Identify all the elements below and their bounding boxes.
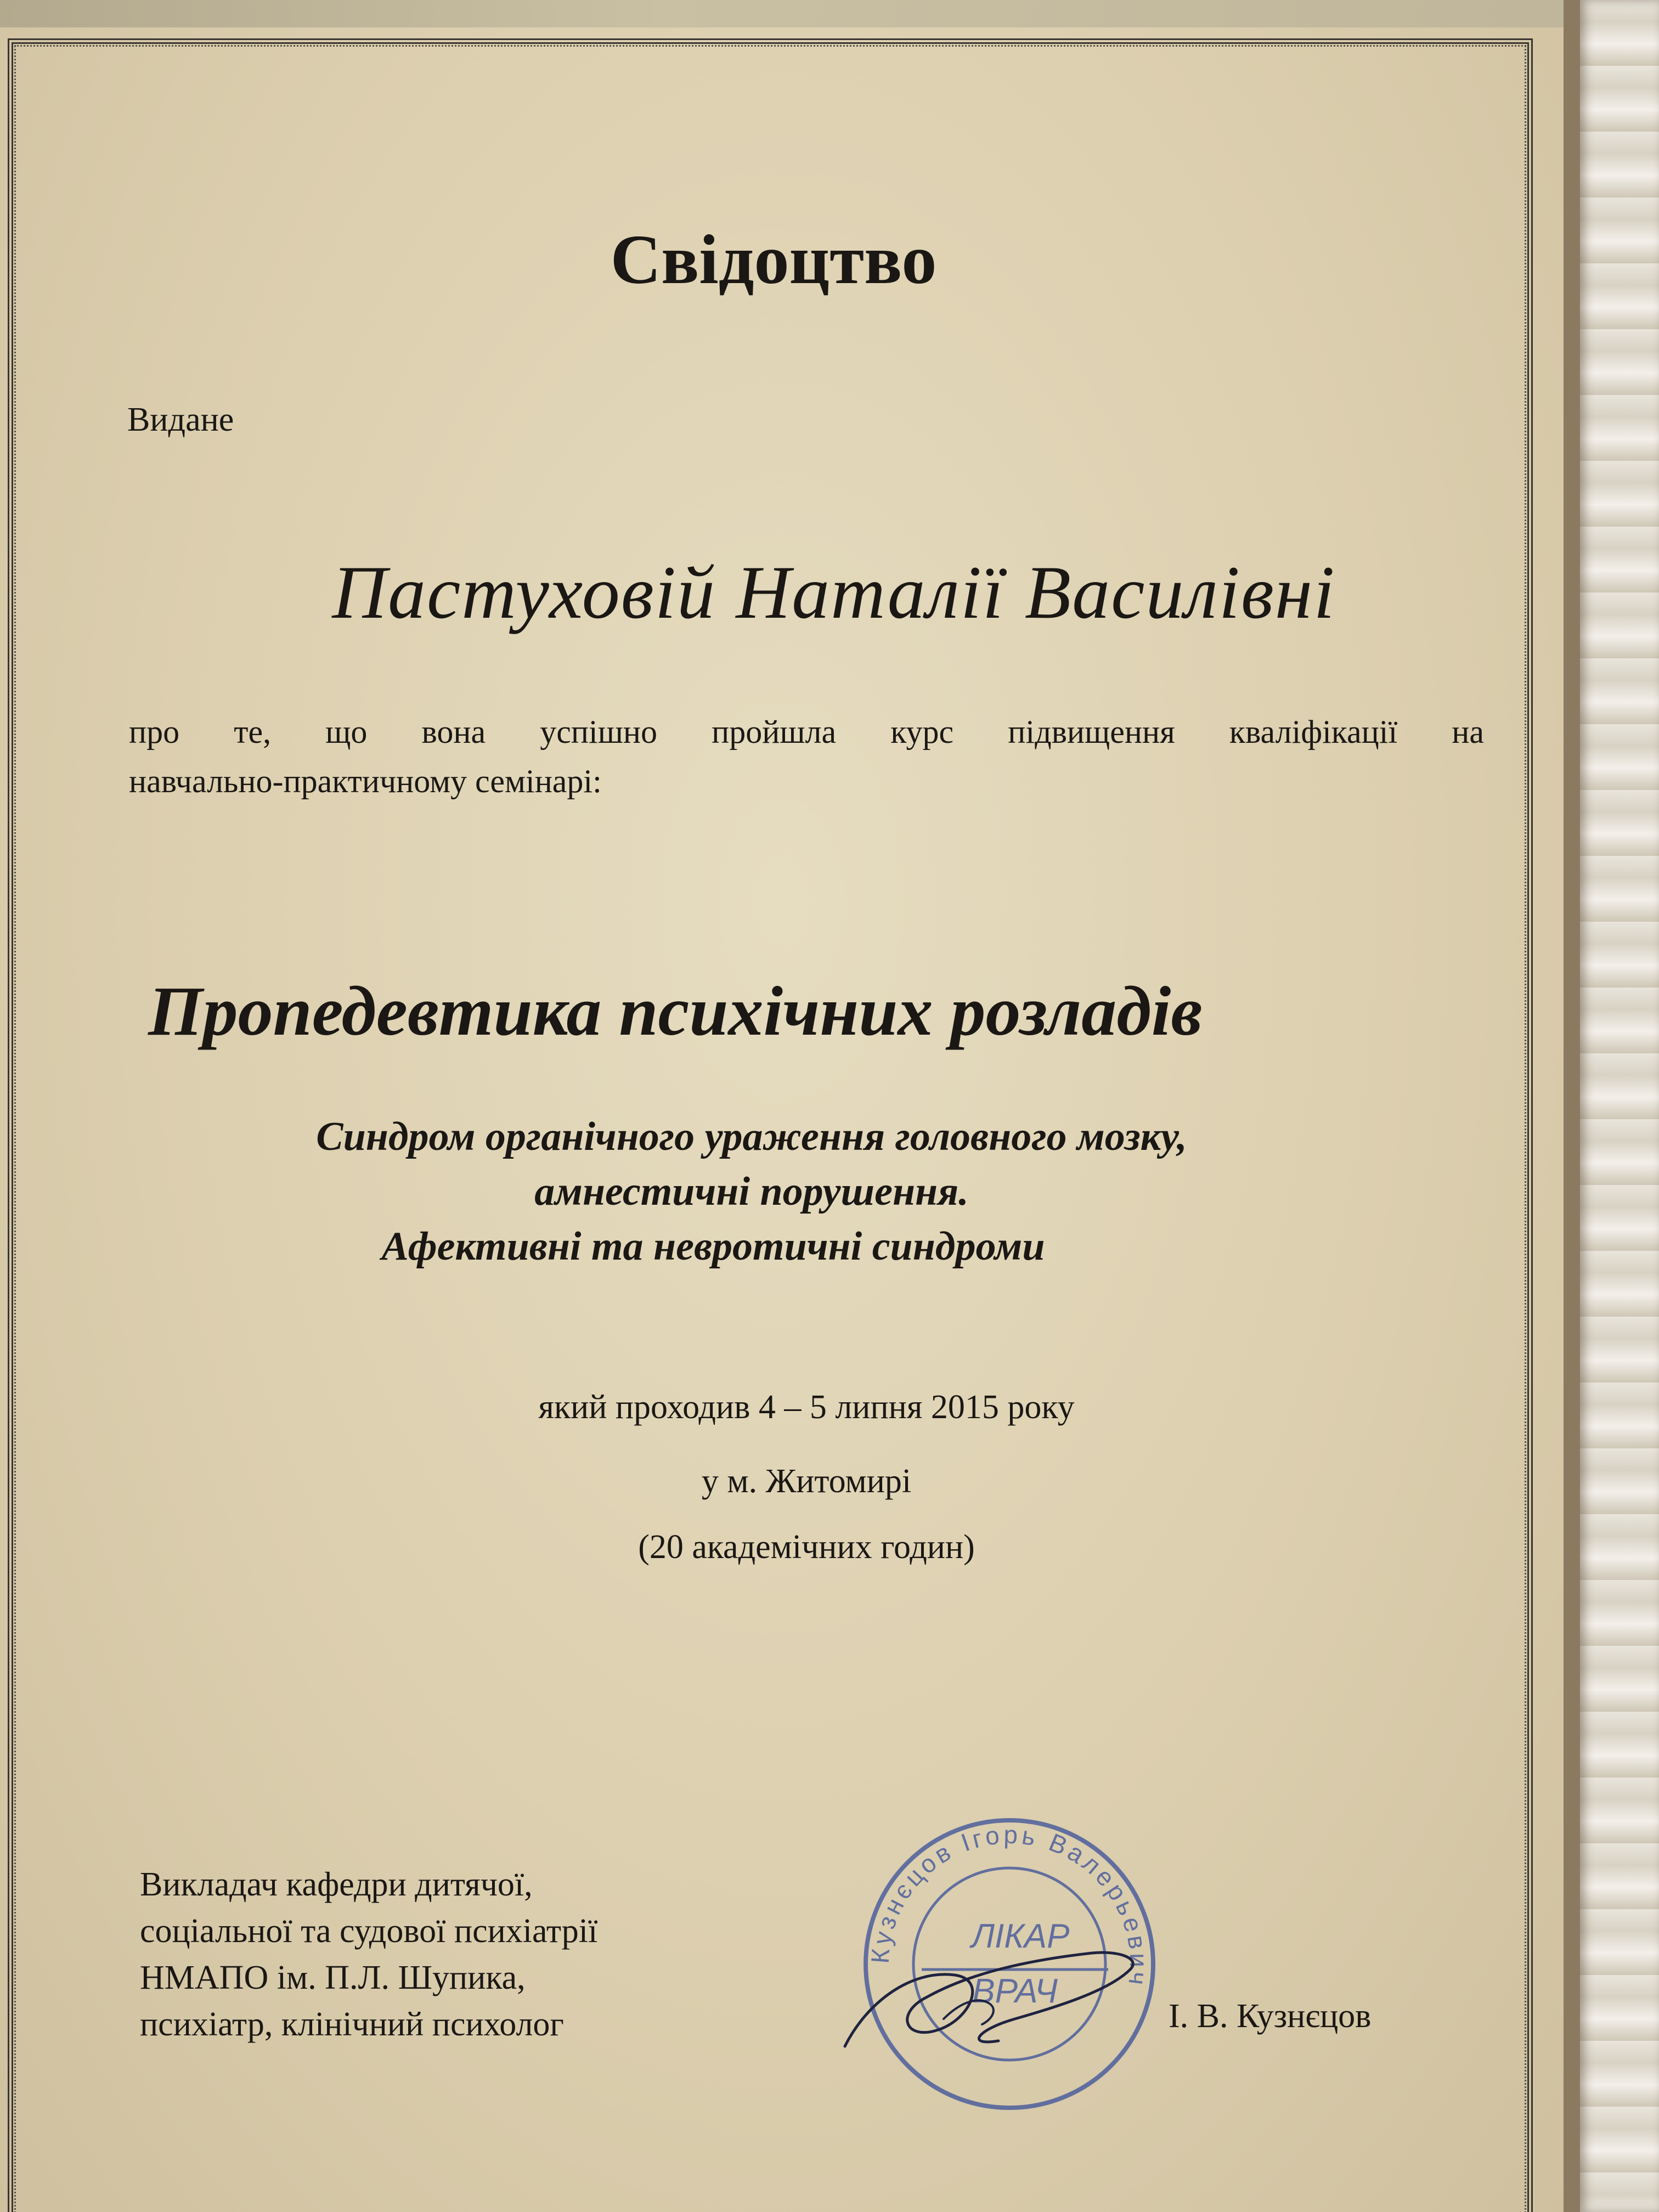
course-subtitle-line1: Синдром органічного ураження головного мозку,	[316, 1114, 1187, 1159]
issued-label: Видане	[127, 401, 234, 438]
signatory-line2: соціальної та судової психіатрії	[140, 1912, 598, 1950]
signer-name: І. В. Кузнєцов	[1169, 1997, 1372, 2035]
course-title: Пропедевтика психічних розладів	[148, 972, 1203, 1050]
handwritten-signature	[834, 1937, 1174, 2079]
body-text-line2: навчально-практичному семінарі:	[129, 763, 602, 799]
frame-inner-edge	[1564, 0, 1582, 2212]
stamp-ring-text: Кузнєцов Ігорь Валерьевич	[865, 1820, 1154, 1990]
hours-line: (20 академічних годин)	[638, 1528, 975, 1566]
course-subtitle-line2: амнестичні порушення.	[534, 1169, 969, 1214]
stamp-line1: ЛІКАР	[971, 1917, 1070, 1955]
signatory-line4: психіатр, клінічний психолог	[140, 2006, 564, 2043]
ornate-frame	[1580, 0, 1659, 2212]
city-line: у м. Житомирі	[701, 1463, 912, 1500]
course-subtitle-line3: Афективні та невротичні синдроми	[381, 1224, 1045, 1269]
certificate-title: Свідоцтво	[610, 221, 937, 298]
body-text-line1: про те, що вона успішно пройшла курс підвищення кваліфікації на	[129, 714, 1484, 750]
signatory-line1: Викладач кафедри дитячої,	[140, 1866, 533, 1903]
stamp-line2: ВРАЧ	[972, 1972, 1058, 2010]
recipient-name: Пастуховій Наталії Василівні	[332, 550, 1336, 634]
signatory-line3: НМАПО ім. П.Л. Шупика,	[140, 1959, 526, 1996]
date-line: який проходив 4 – 5 липня 2015 року	[538, 1389, 1075, 1426]
